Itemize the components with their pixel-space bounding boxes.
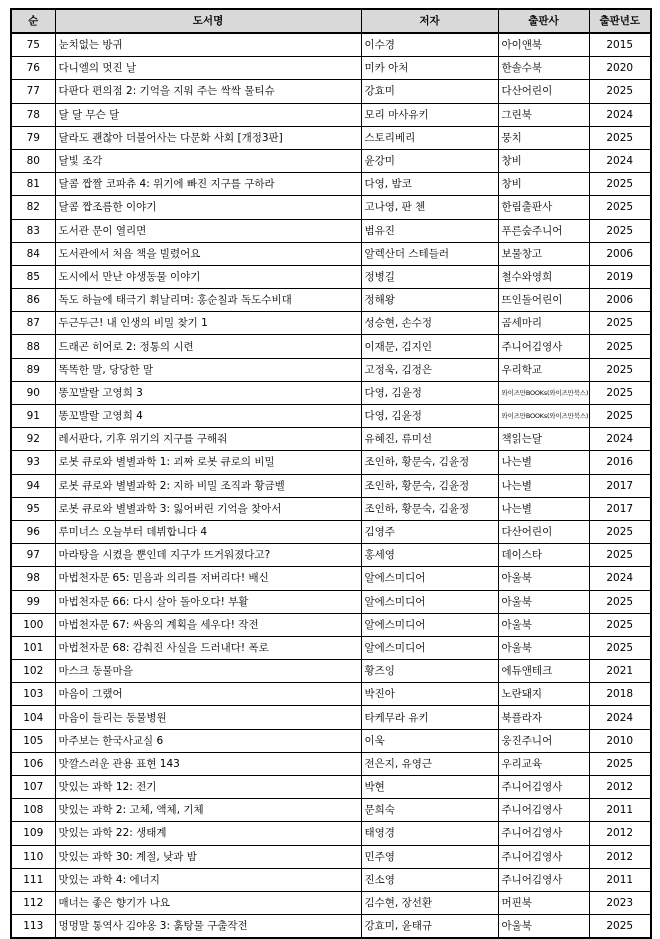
year-cell: 2011 — [589, 799, 651, 822]
author-cell: 황즈잉 — [361, 660, 498, 683]
table-row — [11, 312, 651, 335]
publisher-cell: 아울북 — [498, 636, 589, 659]
author-cell: 이욱 — [361, 729, 498, 752]
book-title-cell: 맛있는 과학 4: 에너지 — [55, 868, 361, 891]
book-title-cell: 마법천자문 65: 믿음과 의리를 저버리다! 배신 — [55, 567, 361, 590]
year-cell: 2019 — [589, 265, 651, 288]
row-number-cell: 77 — [11, 80, 55, 103]
table-row — [11, 706, 651, 729]
table-row — [11, 103, 651, 126]
header-title: 도서명 — [55, 9, 361, 33]
book-title-cell: 눈치없는 방귀 — [55, 33, 361, 57]
table-row — [11, 335, 651, 358]
year-cell: 2025 — [589, 520, 651, 543]
row-number-cell: 94 — [11, 474, 55, 497]
publisher-cell: 철수와영희 — [498, 265, 589, 288]
book-title-cell: 똥꼬발랄 고영희 4 — [55, 405, 361, 428]
row-number-cell: 108 — [11, 799, 55, 822]
publisher-cell: 다산어린이 — [498, 520, 589, 543]
row-number-cell: 105 — [11, 729, 55, 752]
publisher-cell: 뜨인돌어린이 — [498, 289, 589, 312]
row-number-cell: 99 — [11, 590, 55, 613]
table-row — [11, 451, 651, 474]
year-cell: 2025 — [589, 196, 651, 219]
table-row — [11, 196, 651, 219]
author-cell: 전은지, 유영근 — [361, 752, 498, 775]
row-number-cell: 75 — [11, 33, 55, 57]
author-cell: 김영주 — [361, 520, 498, 543]
table-row — [11, 799, 651, 822]
header-author: 저자 — [361, 9, 498, 33]
table-row — [11, 822, 651, 845]
year-cell: 2006 — [589, 242, 651, 265]
author-cell: 윤강미 — [361, 149, 498, 172]
header-publisher: 출판사 — [498, 9, 589, 33]
table-row — [11, 149, 651, 172]
publisher-cell: 우리교육 — [498, 752, 589, 775]
author-cell: 조인하, 황문숙, 김윤정 — [361, 497, 498, 520]
author-cell: 알에스미디어 — [361, 590, 498, 613]
row-number-cell: 113 — [11, 915, 55, 939]
author-cell: 모리 마사유키 — [361, 103, 498, 126]
row-number-cell: 104 — [11, 706, 55, 729]
row-number-cell: 95 — [11, 497, 55, 520]
table-row — [11, 683, 651, 706]
publisher-cell: 나는별 — [498, 474, 589, 497]
year-cell: 2017 — [589, 474, 651, 497]
year-cell: 2012 — [589, 822, 651, 845]
row-number-cell: 79 — [11, 126, 55, 149]
publisher-cell: 주니어김영사 — [498, 799, 589, 822]
publisher-cell: 주니어김영사 — [498, 822, 589, 845]
book-title-cell: 멍멍말 통역사 김야옹 3: 훍탕물 구출작전 — [55, 915, 361, 939]
year-cell: 2025 — [589, 126, 651, 149]
year-cell: 2023 — [589, 891, 651, 914]
publisher-cell: 북플라자 — [498, 706, 589, 729]
table-row — [11, 520, 651, 543]
author-cell: 고나영, 판 첸 — [361, 196, 498, 219]
publisher-cell: 그린북 — [498, 103, 589, 126]
publisher-cell: 주니어김영사 — [498, 868, 589, 891]
header-no: 순 — [11, 9, 55, 33]
book-title-cell: 달콤 짭조름한 이야기 — [55, 196, 361, 219]
book-title-cell: 도서관에서 처음 책을 빌렸어요 — [55, 242, 361, 265]
year-cell: 2024 — [589, 567, 651, 590]
author-cell: 다영, 김윤정 — [361, 381, 498, 404]
year-cell: 2025 — [589, 335, 651, 358]
publisher-cell: 에듀앤테크 — [498, 660, 589, 683]
year-cell: 2025 — [589, 915, 651, 939]
row-number-cell: 76 — [11, 57, 55, 80]
row-number-cell: 93 — [11, 451, 55, 474]
author-cell: 유혜진, 류미선 — [361, 428, 498, 451]
table-row — [11, 405, 651, 428]
table-row — [11, 265, 651, 288]
table-row — [11, 126, 651, 149]
row-number-cell: 97 — [11, 544, 55, 567]
row-number-cell: 87 — [11, 312, 55, 335]
publisher-cell: 아울북 — [498, 613, 589, 636]
book-title-cell: 맛깔스러운 관용 표현 143 — [55, 752, 361, 775]
publisher-cell: 아울북 — [498, 590, 589, 613]
book-title-cell: 맛있는 과학 22: 생태계 — [55, 822, 361, 845]
row-number-cell: 89 — [11, 358, 55, 381]
year-cell: 2015 — [589, 33, 651, 57]
publisher-cell: 곰세마리 — [498, 312, 589, 335]
book-title-cell: 똑똑한 말, 당당한 말 — [55, 358, 361, 381]
book-title-cell: 마음이 그랬어 — [55, 683, 361, 706]
publisher-cell: 웅진주니어 — [498, 729, 589, 752]
author-cell: 박진아 — [361, 683, 498, 706]
year-cell: 2024 — [589, 149, 651, 172]
row-number-cell: 98 — [11, 567, 55, 590]
book-title-cell: 똥꼬발랄 고영희 3 — [55, 381, 361, 404]
publisher-cell: 보물창고 — [498, 242, 589, 265]
year-cell: 2025 — [589, 219, 651, 242]
row-number-cell: 88 — [11, 335, 55, 358]
row-number-cell: 107 — [11, 776, 55, 799]
book-title-cell: 맛있는 과학 12: 전기 — [55, 776, 361, 799]
book-title-cell: 도시에서 만난 야생동물 이야기 — [55, 265, 361, 288]
author-cell: 다영, 밤코 — [361, 173, 498, 196]
table-row — [11, 915, 651, 939]
book-title-cell: 마음이 들리는 동물병원 — [55, 706, 361, 729]
book-title-cell: 달콤 짭짤 코파츄 4: 위기에 빠진 지구를 구하라 — [55, 173, 361, 196]
table-row — [11, 428, 651, 451]
publisher-cell: 뭉치 — [498, 126, 589, 149]
author-cell: 고정욱, 김정은 — [361, 358, 498, 381]
row-number-cell: 101 — [11, 636, 55, 659]
table-row — [11, 80, 651, 103]
row-number-cell: 91 — [11, 405, 55, 428]
author-cell: 미카 아처 — [361, 57, 498, 80]
author-cell: 스토리베리 — [361, 126, 498, 149]
year-cell: 2025 — [589, 752, 651, 775]
book-title-cell: 도서관 문이 열리면 — [55, 219, 361, 242]
year-cell: 2025 — [589, 590, 651, 613]
author-cell: 김수현, 장선환 — [361, 891, 498, 914]
table-row — [11, 660, 651, 683]
author-cell: 알에스미디어 — [361, 613, 498, 636]
publisher-cell: 창비 — [498, 173, 589, 196]
year-cell: 2025 — [589, 613, 651, 636]
book-list-table — [10, 8, 652, 939]
publisher-cell: 노란돼지 — [498, 683, 589, 706]
row-number-cell: 90 — [11, 381, 55, 404]
book-title-cell: 레서판다, 기후 위기의 지구를 구해줘 — [55, 428, 361, 451]
table-row — [11, 358, 651, 381]
year-cell: 2025 — [589, 381, 651, 404]
book-title-cell: 독도 하늘에 태극기 휘날리며: 홍순칠과 독도수비대 — [55, 289, 361, 312]
author-cell: 강효미 — [361, 80, 498, 103]
publisher-cell: 데이스타 — [498, 544, 589, 567]
row-number-cell: 106 — [11, 752, 55, 775]
header-year: 출판년도 — [589, 9, 651, 33]
year-cell: 2017 — [589, 497, 651, 520]
publisher-cell: 와이즈만BOOKs(와이즈만북스) — [498, 405, 589, 428]
table-row — [11, 567, 651, 590]
row-number-cell: 100 — [11, 613, 55, 636]
publisher-cell: 주니어김영사 — [498, 845, 589, 868]
author-cell: 알에스미디어 — [361, 567, 498, 590]
row-number-cell: 110 — [11, 845, 55, 868]
table-row — [11, 474, 651, 497]
row-number-cell: 92 — [11, 428, 55, 451]
year-cell: 2020 — [589, 57, 651, 80]
publisher-cell: 아울북 — [498, 567, 589, 590]
year-cell: 2016 — [589, 451, 651, 474]
table-row — [11, 868, 651, 891]
author-cell: 문희숙 — [361, 799, 498, 822]
year-cell: 2010 — [589, 729, 651, 752]
book-title-cell: 드래곤 히어로 2: 정통의 시련 — [55, 335, 361, 358]
year-cell: 2024 — [589, 103, 651, 126]
publisher-cell: 푸른숲주니어 — [498, 219, 589, 242]
author-cell: 이재문, 김지인 — [361, 335, 498, 358]
publisher-cell: 주니어김영사 — [498, 335, 589, 358]
table-row — [11, 776, 651, 799]
book-title-cell: 맛있는 과학 30: 계절, 낮과 밤 — [55, 845, 361, 868]
year-cell: 2021 — [589, 660, 651, 683]
book-title-cell: 두근두근! 내 인생의 비밀 찾기 1 — [55, 312, 361, 335]
table-row — [11, 242, 651, 265]
author-cell: 강효미, 윤태규 — [361, 915, 498, 939]
year-cell: 2025 — [589, 544, 651, 567]
row-number-cell: 96 — [11, 520, 55, 543]
author-cell: 다영, 김윤정 — [361, 405, 498, 428]
table-row — [11, 752, 651, 775]
table-row — [11, 33, 651, 57]
author-cell: 민주영 — [361, 845, 498, 868]
book-title-cell: 마주보는 한국사교실 6 — [55, 729, 361, 752]
author-cell: 조인하, 황문숙, 김윤정 — [361, 451, 498, 474]
book-title-cell: 달빛 조각 — [55, 149, 361, 172]
publisher-cell: 나는별 — [498, 497, 589, 520]
year-cell: 2025 — [589, 312, 651, 335]
year-cell: 2018 — [589, 683, 651, 706]
publisher-cell: 다산어린이 — [498, 80, 589, 103]
publisher-cell: 주니어김영사 — [498, 776, 589, 799]
publisher-cell: 나는별 — [498, 451, 589, 474]
table-row — [11, 497, 651, 520]
book-title-cell: 마스크 동물마을 — [55, 660, 361, 683]
row-number-cell: 78 — [11, 103, 55, 126]
publisher-cell: 아울북 — [498, 915, 589, 939]
table-row — [11, 381, 651, 404]
table-row — [11, 219, 651, 242]
book-title-cell: 루미너스 오늘부터 데뷔합니다 4 — [55, 520, 361, 543]
book-title-cell: 로봇 큐로와 별별과학 1: 괴짜 로봇 큐로의 비밀 — [55, 451, 361, 474]
publisher-cell: 책읽는달 — [498, 428, 589, 451]
row-number-cell: 83 — [11, 219, 55, 242]
year-cell: 2025 — [589, 405, 651, 428]
row-number-cell: 111 — [11, 868, 55, 891]
book-title-cell: 로봇 큐로와 별별과학 2: 지하 비밀 조직과 황금벨 — [55, 474, 361, 497]
row-number-cell: 86 — [11, 289, 55, 312]
year-cell: 2025 — [589, 358, 651, 381]
book-title-cell: 다판다 편의점 2: 기억을 지워 주는 싹싹 물티슈 — [55, 80, 361, 103]
table-row — [11, 57, 651, 80]
book-title-cell: 달 달 무슨 달 — [55, 103, 361, 126]
row-number-cell: 84 — [11, 242, 55, 265]
table-row — [11, 173, 651, 196]
row-number-cell: 81 — [11, 173, 55, 196]
year-cell: 2024 — [589, 706, 651, 729]
table-row — [11, 891, 651, 914]
table-row — [11, 590, 651, 613]
publisher-cell: 머핀북 — [498, 891, 589, 914]
author-cell: 알렉산더 스테들러 — [361, 242, 498, 265]
year-cell: 2025 — [589, 636, 651, 659]
author-cell: 타케무라 유키 — [361, 706, 498, 729]
year-cell: 2024 — [589, 428, 651, 451]
table-row — [11, 289, 651, 312]
author-cell: 범유진 — [361, 219, 498, 242]
book-title-cell: 마라탕을 시켰을 뿐인데 지구가 뜨거워졌다고? — [55, 544, 361, 567]
book-list-page — [10, 8, 652, 939]
table-row — [11, 544, 651, 567]
author-cell: 홍세영 — [361, 544, 498, 567]
year-cell: 2025 — [589, 173, 651, 196]
year-cell: 2006 — [589, 289, 651, 312]
table-body — [11, 33, 651, 938]
publisher-cell: 아이앤북 — [498, 33, 589, 57]
table-header-row — [11, 9, 651, 33]
table-row — [11, 613, 651, 636]
publisher-cell: 한림출판사 — [498, 196, 589, 219]
row-number-cell: 102 — [11, 660, 55, 683]
author-cell: 박현 — [361, 776, 498, 799]
table-row — [11, 636, 651, 659]
author-cell: 알에스미디어 — [361, 636, 498, 659]
table-row — [11, 729, 651, 752]
row-number-cell: 112 — [11, 891, 55, 914]
publisher-cell: 한솔수북 — [498, 57, 589, 80]
author-cell: 진소영 — [361, 868, 498, 891]
publisher-cell: 창비 — [498, 149, 589, 172]
row-number-cell: 85 — [11, 265, 55, 288]
row-number-cell: 82 — [11, 196, 55, 219]
publisher-cell: 와이즈만BOOKs(와이즈만북스) — [498, 381, 589, 404]
book-title-cell: 매너는 좋은 향기가 나요 — [55, 891, 361, 914]
year-cell: 2012 — [589, 776, 651, 799]
book-title-cell: 마법천자문 68: 감춰진 사실을 드러내다! 폭로 — [55, 636, 361, 659]
author-cell: 조인하, 황문숙, 김윤정 — [361, 474, 498, 497]
year-cell: 2011 — [589, 868, 651, 891]
book-title-cell: 마법천자문 67: 싸움의 계획을 세우다! 작전 — [55, 613, 361, 636]
book-title-cell: 마법천자문 66: 다시 살아 돌아오다! 부활 — [55, 590, 361, 613]
row-number-cell: 80 — [11, 149, 55, 172]
author-cell: 태영경 — [361, 822, 498, 845]
book-title-cell: 맛있는 과학 2: 고체, 액체, 기체 — [55, 799, 361, 822]
book-title-cell: 로봇 큐로와 별별과학 3: 잃어버린 기억을 찾아서 — [55, 497, 361, 520]
author-cell: 정해왕 — [361, 289, 498, 312]
book-title-cell: 다니엘의 멋진 날 — [55, 57, 361, 80]
row-number-cell: 103 — [11, 683, 55, 706]
book-title-cell: 달라도 괜찮아 더불어사는 다문화 사회 [개정3판] — [55, 126, 361, 149]
table-row — [11, 845, 651, 868]
author-cell: 정병길 — [361, 265, 498, 288]
publisher-cell: 우리학교 — [498, 358, 589, 381]
row-number-cell: 109 — [11, 822, 55, 845]
author-cell: 성승현, 손수정 — [361, 312, 498, 335]
year-cell: 2025 — [589, 80, 651, 103]
year-cell: 2012 — [589, 845, 651, 868]
author-cell: 이수경 — [361, 33, 498, 57]
